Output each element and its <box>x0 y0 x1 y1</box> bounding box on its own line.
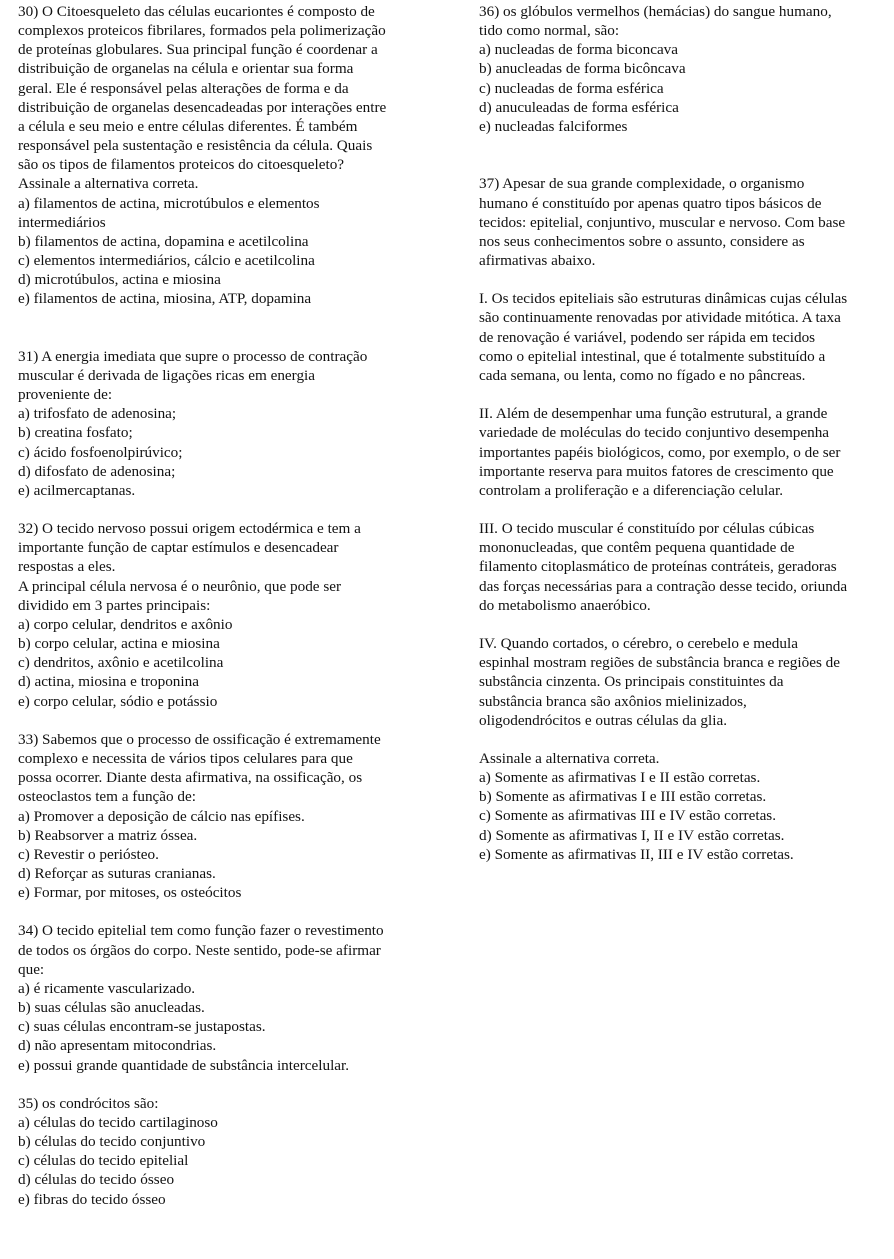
blank-line <box>479 385 884 404</box>
text-line: d) difosfato de adenosina; <box>18 462 176 480</box>
text-line: a) Promover a deposição de cálcio nas epífises. <box>18 807 305 825</box>
text-line: e) acilmercaptanas. <box>18 481 136 499</box>
text-line: de todos os órgãos do corpo. Neste sentido, pode-se afirmar <box>18 941 381 959</box>
blank-line <box>479 155 884 174</box>
text-line: são os tipos de filamentos proteicos do citoesqueleto? <box>18 156 345 174</box>
text-line: espinhal mostram regiões de substância branca e regiões de <box>479 654 840 672</box>
text-line: d) anuculeadas de forma esférica <box>479 98 679 116</box>
text-line: d) células do tecido ósseo <box>18 1171 175 1189</box>
text-line: 32) O tecido nervoso possui origem ectodérmica e tem a <box>18 520 361 538</box>
left-column <box>18 2 450 1209</box>
text-line: 33) Sabemos que o processo de ossificação é extremamente <box>18 730 381 748</box>
text-line: importante reserva para muitos fatores de crescimento que <box>479 462 834 480</box>
text-line: das forças necessárias para a contração desse tecido, oriunda <box>479 577 848 595</box>
text-line: e) nucleadas falciformes <box>479 117 628 135</box>
blank-line <box>18 711 450 730</box>
text-line: e) fibras do tecido ósseo <box>18 1190 166 1208</box>
text-line: c) ácido fosfoenolpirúvico; <box>18 443 183 461</box>
text-line: e) filamentos de actina, miosina, ATP, dopamina <box>18 290 312 308</box>
text-line: geral. Ele é responsável pelas alterações de forma e da <box>18 79 349 97</box>
text-line: substância cinzenta. Os principais constituintes da <box>479 673 784 691</box>
text-line: complexo e necessita de vários tipos celulares para que <box>18 750 353 768</box>
text-line: tecidos: epitelial, conjuntivo, muscular e nervoso. Com base <box>479 213 846 231</box>
text-line: afirmativas abaixo. <box>479 252 596 269</box>
text-line: d) Somente as afirmativas I, II e IV estão corretas. <box>479 826 785 844</box>
text-line: d) Reforçar as suturas cranianas. <box>18 864 216 882</box>
right-column <box>479 2 884 864</box>
text-line: distribuição de organelas na célula e orientar sua forma <box>18 60 354 78</box>
text-line: II. Além de desempenhar uma função estrutural, a grande <box>479 405 828 423</box>
text-line: d) não apresentam mitocondrias. <box>18 1037 217 1055</box>
text-line: 30) O Citoesqueleto das células eucariontes é composto de <box>18 3 375 20</box>
text-line: b) Reabsorver a matriz óssea. <box>18 826 198 844</box>
text-line: que: <box>18 960 45 978</box>
text-line: c) dendritos, axônio e acetilcolina <box>18 654 224 672</box>
text-line: b) suas células são anucleadas. <box>18 999 205 1017</box>
text-line: mononucleadas, que contêm pequena quantidade de <box>479 539 795 557</box>
blank-line <box>18 902 450 921</box>
text-line: possa ocorrer. Diante desta afirmativa, na ossificação, os <box>18 769 363 787</box>
text-line: b) filamentos de actina, dopamina e acetilcolina <box>18 232 309 250</box>
text-line: c) nucleadas de forma esférica <box>479 79 664 97</box>
blank-line <box>479 270 884 289</box>
text-line: a célula e seu meio e entre células diferentes. É também <box>18 117 358 135</box>
blank-line <box>479 615 884 634</box>
text-line: e) Formar, por mitoses, os osteócitos <box>18 884 242 902</box>
text-line: Assinale a alternativa correta. <box>18 175 199 193</box>
text-line: oligodendrócitos e outras células da glia. <box>479 711 727 729</box>
text-line: complexos proteicos fibrilares, formados pela polimerização <box>18 22 386 40</box>
text-line: 35) os condrócitos são: <box>18 1094 159 1112</box>
text-line: humano é constituído por apenas quatro tipos básicos de <box>479 194 822 212</box>
text-line: c) Somente as afirmativas III e IV estão corretas. <box>479 807 777 825</box>
text-line: a) corpo celular, dendritos e axônio <box>18 615 233 633</box>
text-line: c) elementos intermediários, cálcio e acetilcolina <box>18 252 315 270</box>
text-line: 34) O tecido epitelial tem como função fazer o revestimento <box>18 922 384 940</box>
text-line: proveniente de: <box>18 386 113 404</box>
blank-line <box>18 328 450 347</box>
text-line: nos seus conhecimentos sobre o assunto, considere as <box>479 232 805 250</box>
blank-line <box>18 1075 450 1094</box>
text-line: controlam a proliferação e a diferenciação celular. <box>479 481 783 499</box>
text-line: muscular é derivada de ligações ricas em energia <box>18 366 316 384</box>
text-line: distribuição de organelas desencadeadas por interações entre <box>18 98 387 116</box>
text-line: como o epitelial intestinal, que é totalmente substituído a <box>479 347 826 365</box>
text-line: Assinale a alternativa correta. <box>479 749 660 767</box>
text-line: tido como normal, são: <box>479 22 620 40</box>
text-line: dividido em 3 partes principais: <box>18 596 211 614</box>
text-line: a) é ricamente vascularizado. <box>18 979 196 997</box>
text-line: b) corpo celular, actina e miosina <box>18 635 220 653</box>
blank-line <box>18 309 450 328</box>
text-line: a) nucleadas de forma biconcava <box>479 41 679 59</box>
text-line: a) Somente as afirmativas I e II estão corretas. <box>479 769 761 787</box>
text-line: 36) os glóbulos vermelhos (hemácias) do sangue humano, <box>479 3 832 20</box>
text-line: a) filamentos de actina, microtúbulos e elementos <box>18 194 320 212</box>
text-line: importantes papéis biológicos, como, por exemplo, o de ser <box>479 443 841 461</box>
text-line: 31) A energia imediata que supre o processo de contração <box>18 347 368 365</box>
text-line: d) actina, miosina e troponina <box>18 673 199 691</box>
text-line: responsável pela sustentação e resistência da célula. Quais <box>18 137 373 155</box>
text-line: são continuamente renovadas por atividade mitótica. A taxa <box>479 309 841 327</box>
blank-line <box>479 136 884 155</box>
text-line: b) creatina fosfato; <box>18 424 133 442</box>
text-line: e) corpo celular, sódio e potássio <box>18 692 218 710</box>
text-line: cada semana, ou lenta, como no fígado e no pâncreas. <box>479 366 806 384</box>
text-line: do metabolismo anaeróbico. <box>479 596 651 614</box>
text-line: respostas a eles. <box>18 558 116 576</box>
text-line: de renovação é variável, podendo ser rápida em tecidos <box>479 328 816 346</box>
text-line: importante função de captar estímulos e desencadear <box>18 539 339 557</box>
blank-line <box>479 730 884 749</box>
text-line: e) Somente as afirmativas II, III e IV estão corretas. <box>479 845 794 863</box>
text-line: a) trifosfato de adenosina; <box>18 405 177 423</box>
text-line: IV. Quando cortados, o cérebro, o cerebelo e medula <box>479 635 798 653</box>
text-line: c) Revestir o periósteo. <box>18 845 159 863</box>
blank-line <box>18 500 450 519</box>
text-line: d) microtúbulos, actina e miosina <box>18 271 221 289</box>
text-line: variedade de moléculas do tecido conjuntivo desempenha <box>479 424 830 442</box>
text-line: 37) Apesar de sua grande complexidade, o organismo <box>479 175 805 193</box>
text-line: de proteínas globulares. Sua principal função é coordenar a <box>18 41 378 59</box>
blank-line <box>479 500 884 519</box>
text-line: b) células do tecido conjuntivo <box>18 1133 206 1151</box>
text-line: A principal célula nervosa é o neurônio, que pode ser <box>18 577 342 595</box>
text-line: b) anucleadas de forma bicôncava <box>479 60 686 78</box>
text-line: I. Os tecidos epiteliais são estruturas dinâmicas cujas células <box>479 290 848 308</box>
text-line: e) possui grande quantidade de substância intercelular. <box>18 1056 350 1074</box>
text-line: III. O tecido muscular é constituído por células cúbicas <box>479 520 815 538</box>
text-line: intermediários <box>18 213 106 231</box>
text-line: a) células do tecido cartilaginoso <box>18 1113 218 1131</box>
text-line: filamento citoplasmático de proteínas contráteis, geradoras <box>479 558 837 576</box>
text-line: c) suas células encontram-se justapostas. <box>18 1018 266 1036</box>
text-line: c) células do tecido epitelial <box>18 1152 189 1170</box>
text-line: substância branca são axônios mielinizados, <box>479 692 747 710</box>
text-line: osteoclastos tem a função de: <box>18 788 196 806</box>
text-line: b) Somente as afirmativas I e III estão corretas. <box>479 788 767 806</box>
